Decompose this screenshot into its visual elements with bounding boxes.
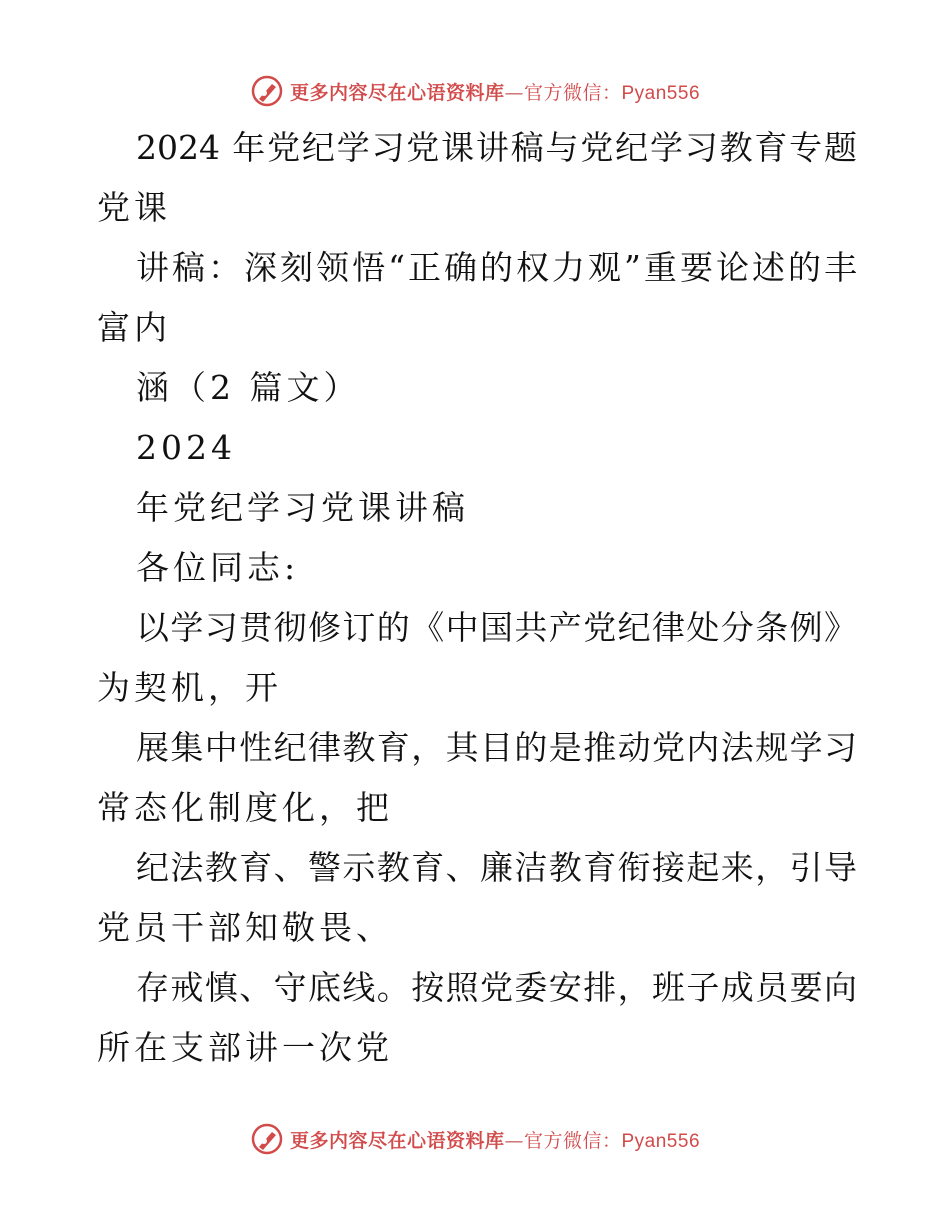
document-line: 展集中性纪律教育，其目的是推动党内法规学习 bbox=[136, 728, 857, 767]
pen-logo-icon bbox=[250, 74, 284, 108]
document-line: 2024 年党纪学习党课讲稿与党纪学习教育专题 bbox=[136, 128, 857, 167]
watermark-main: 更多内容尽在心语资料库 bbox=[289, 1129, 505, 1152]
document-line: 常态化制度化，把 bbox=[97, 788, 393, 827]
document-line: 富内 bbox=[97, 308, 171, 347]
watermark-wechat: 官方微信： bbox=[523, 81, 622, 104]
watermark-wechat: 官方微信： bbox=[523, 1129, 622, 1152]
pen-logo-icon bbox=[250, 1122, 284, 1156]
header-watermark bbox=[0, 74, 950, 108]
document-line: 各位同志: bbox=[136, 548, 300, 587]
document-line: 存戒慎、守底线。按照党委安排，班子成员要向 bbox=[136, 968, 857, 1007]
document-body bbox=[97, 118, 857, 1078]
document-line: 涵（2 篇文） bbox=[136, 368, 361, 407]
document-line: 以学习贯彻修订的《中国共产党纪律处分条例》 bbox=[136, 608, 857, 647]
watermark-main: 更多内容尽在心语资料库 bbox=[289, 81, 505, 104]
document-line: 党课 bbox=[97, 188, 171, 227]
document-line: 所在支部讲一次党 bbox=[97, 1028, 393, 1067]
document-line: 2024 bbox=[136, 428, 236, 467]
document-line: 纪法教育、警示教育、廉洁教育衔接起来，引导 bbox=[136, 848, 857, 887]
document-line: 为契机，开 bbox=[97, 668, 282, 707]
watermark-separator: — bbox=[504, 1129, 524, 1152]
document-line: 讲稿：深刻领悟“正确的权力观”重要论述的丰 bbox=[136, 248, 857, 287]
watermark-text bbox=[290, 78, 700, 105]
watermark-text bbox=[290, 1126, 700, 1153]
watermark-id: Pyan556 bbox=[621, 82, 701, 104]
footer-watermark bbox=[0, 1122, 950, 1156]
watermark-separator: — bbox=[504, 81, 524, 104]
document-line: 年党纪学习党课讲稿 bbox=[136, 488, 469, 527]
watermark-id: Pyan556 bbox=[621, 1130, 701, 1152]
document-line: 党员干部知敬畏、 bbox=[97, 908, 393, 947]
